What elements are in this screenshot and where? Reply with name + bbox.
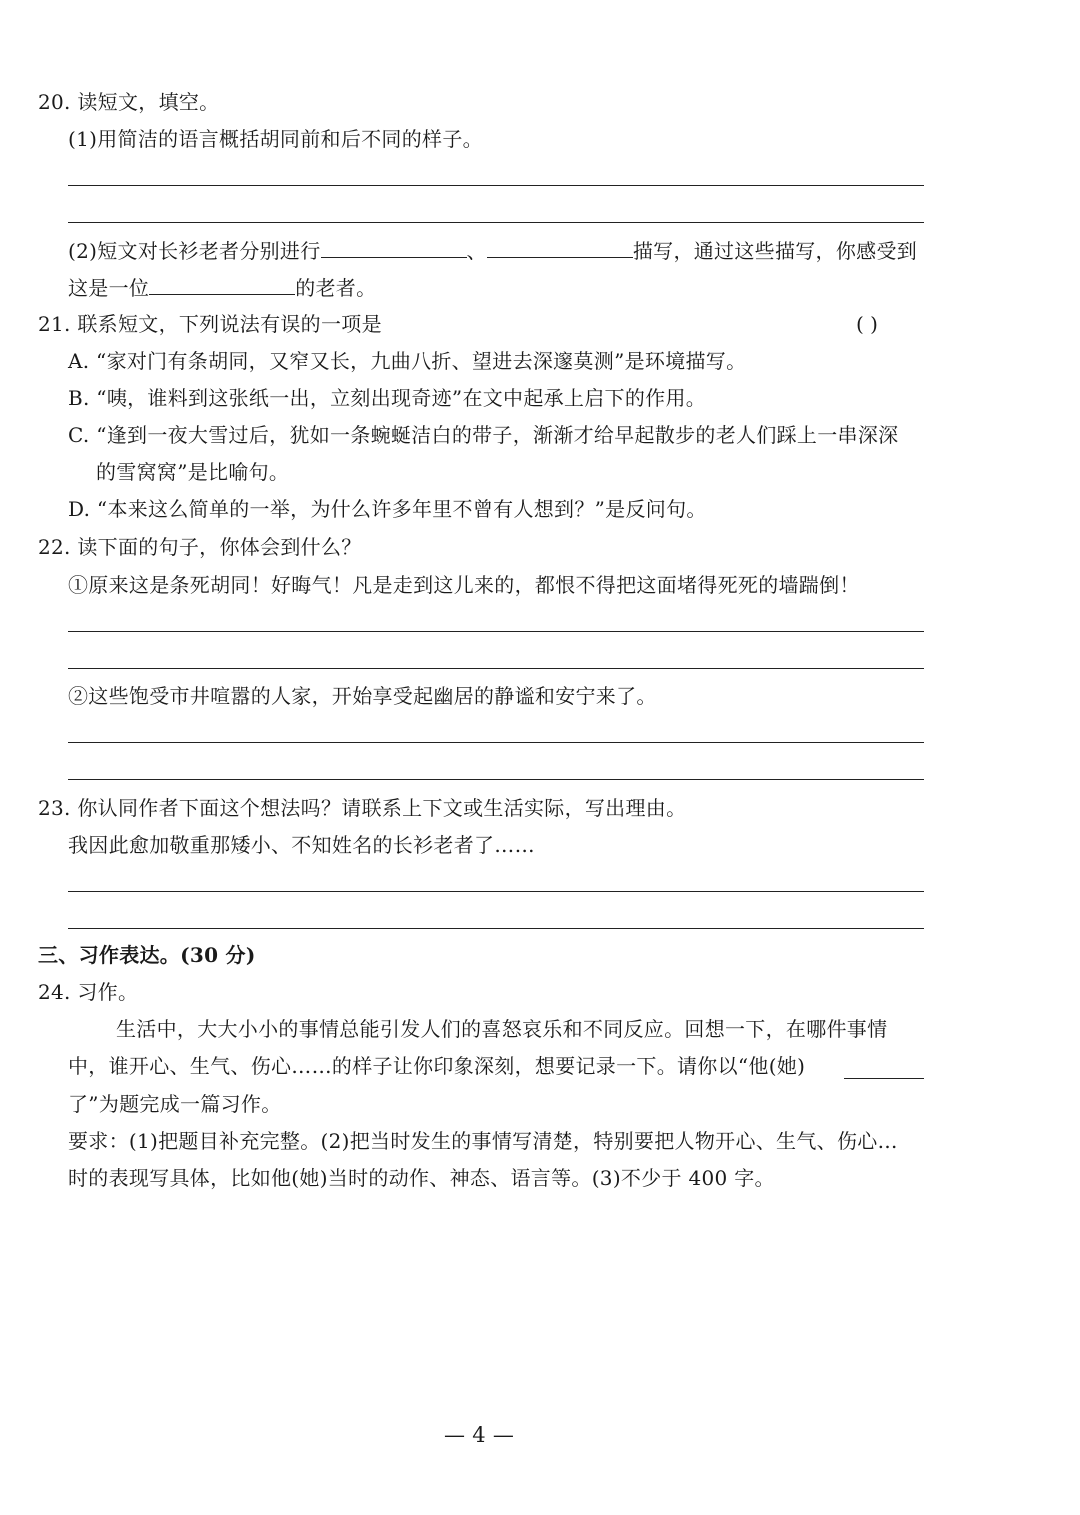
q21-option-c-line2: 的雪窝窝”是比喻句。 <box>96 460 290 484</box>
q20-title: 20. 读短文，填空。 <box>38 90 220 114</box>
q24-requirements-line2: 时的表现写具体，比如他(她)当时的动作、神态、语言等。(3)不少于 400 字。 <box>68 1166 775 1190</box>
q24-requirements-line1: 要求：(1)把题目补充完整。(2)把当时发生的事情写清楚，特别要把人物开心、生气、伤心… <box>68 1129 898 1153</box>
q24-title-blank[interactable] <box>844 1056 924 1079</box>
q21-option-d: D. “本来这么简单的一举，为什么许多年里不曾有人想到？”是反问句。 <box>68 497 707 521</box>
q21-option-a: A. “家对门有条胡同，又窄又长，九曲八折、望进去深邃莫测”是环境描写。 <box>68 349 747 373</box>
q21-option-c-line1: C. “逢到一夜大雪过后，犹如一条蜿蜒洁白的带子，渐渐才给早起散步的老人们踩上一串深深 <box>68 423 899 447</box>
q21-title: 21. 联系短文，下列说法有误的一项是 <box>38 312 382 336</box>
q20-part2-text-a: (2)短文对长衫老者分别进行 <box>68 239 321 263</box>
page-number: — 4 — <box>444 1423 515 1447</box>
q20-blank-2[interactable] <box>487 235 633 258</box>
q24-paragraph-line2 <box>68 1052 805 1080</box>
q20-answer-line-1[interactable] <box>68 185 924 186</box>
q23-title: 23. 你认同作者下面这个想法吗？请联系上下文或生活实际，写出理由。 <box>38 796 687 820</box>
q24-paragraph-line3: 了”为题完成一篇习作。 <box>68 1092 282 1116</box>
q20-part2-line1 <box>68 235 917 265</box>
q22-answer-line-3[interactable] <box>68 742 924 743</box>
q20-part2-line2 <box>68 272 376 302</box>
q22-sentence-1: ①原来这是条死胡同！好晦气！凡是走到这儿来的，都恨不得把这面堵得死死的墙踹倒！ <box>68 573 860 597</box>
q20-part2-text-c: 这是一位 <box>68 276 150 300</box>
q20-blank-3[interactable] <box>149 272 295 295</box>
section-3-heading: 三、习作表达。(30 分) <box>38 943 256 967</box>
q20-part1: (1)用简洁的语言概括胡同前和后不同的样子。 <box>68 127 483 151</box>
q24-paragraph-line1: 生活中，大大小小的事情总能引发人们的喜怒哀乐和不同反应。回想一下，在哪件事情 <box>116 1017 888 1041</box>
q20-blank-1[interactable] <box>321 235 467 258</box>
q22-title: 22. 读下面的句子，你体会到什么？ <box>38 535 362 559</box>
q20-answer-line-2[interactable] <box>68 222 924 223</box>
q23-quote: 我因此愈加敬重那矮小、不知姓名的长衫老者了…… <box>68 833 535 857</box>
q22-answer-line-4[interactable] <box>68 779 924 780</box>
q23-answer-line-1[interactable] <box>68 891 924 892</box>
q23-answer-line-2[interactable] <box>68 928 924 929</box>
q21-option-b: B. “咦，谁料到这张纸一出，立刻出现奇迹”在文中起承上启下的作用。 <box>68 386 707 410</box>
q21-answer-parentheses[interactable]: ( ) <box>856 312 878 336</box>
q24-title: 24. 习作。 <box>38 980 139 1004</box>
q22-answer-line-2[interactable] <box>68 668 924 669</box>
q20-part2-text-d: 的老者。 <box>295 276 377 300</box>
q22-answer-line-1[interactable] <box>68 631 924 632</box>
q24-paragraph-line2-text: 中，谁开心、生气、伤心……的样子让你印象深刻，想要记录一下。请你以“他(她) <box>68 1054 806 1078</box>
q22-sentence-2: ②这些饱受市井喧嚣的人家，开始享受起幽居的静谧和安宁来了。 <box>68 684 657 708</box>
q20-part2-text-b: 描写，通过这些描写，你感受到 <box>632 239 918 263</box>
q20-part2-sep: 、 <box>466 239 487 263</box>
